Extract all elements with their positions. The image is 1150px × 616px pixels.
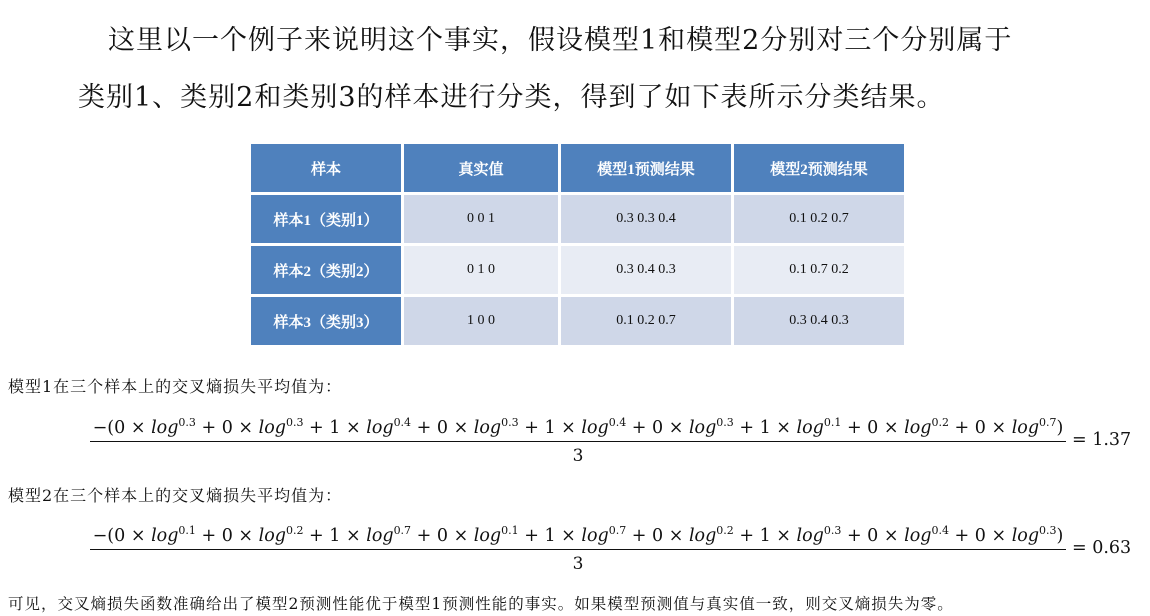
term-exponent: 0.4 bbox=[393, 416, 412, 429]
term-exponent: 0.7 bbox=[1039, 416, 1057, 429]
term-coefficient: 0 bbox=[114, 417, 126, 438]
table-row bbox=[251, 246, 904, 294]
intro-line-1: 这里以一个例子来说明这个事实，假设模型1和模型2分别对三个分别属于 bbox=[108, 25, 1013, 56]
classification-results-table bbox=[248, 141, 907, 348]
term-coefficient: 0 bbox=[867, 525, 879, 546]
model1-formula bbox=[90, 416, 1140, 476]
term-exponent: 0.2 bbox=[285, 524, 304, 537]
term-coefficient: 0 bbox=[114, 525, 126, 546]
term-exponent: 0.4 bbox=[608, 416, 627, 429]
term-coefficient: 1 bbox=[329, 417, 341, 438]
term-exponent: 0.2 bbox=[716, 524, 734, 537]
header-model2: 模型2预测结果 bbox=[734, 144, 904, 192]
term-exponent: 0.1 bbox=[501, 524, 519, 537]
term-exponent: 0.2 bbox=[931, 416, 949, 429]
model1-cell: 0.3 0.3 0.4 bbox=[561, 195, 731, 243]
header-truth: 真实值 bbox=[404, 144, 558, 192]
term-exponent: 0.3 bbox=[1039, 524, 1057, 537]
term-exponent: 0.3 bbox=[823, 524, 842, 537]
intro-line-2: 类别1、类别2和类别3的样本进行分类，得到了如下表所示分类结果。 bbox=[78, 82, 945, 113]
sample-cell: 样本2（类别2） bbox=[251, 246, 401, 294]
term-exponent: 0.1 bbox=[178, 524, 196, 537]
term-exponent: 0.3 bbox=[716, 416, 734, 429]
model1-label: 模型1在三个样本上的交叉熵损失平均值为： bbox=[8, 377, 343, 396]
truth-cell: 0 1 0 bbox=[404, 246, 558, 294]
table-row bbox=[251, 195, 904, 243]
term-coefficient: 1 bbox=[759, 417, 771, 438]
sample-cell: 样本3（类别3） bbox=[251, 297, 401, 345]
model2-numerator: $-(0 \times \log^{0.1} + 0 \times \log^{0.2} + 1 \times \log^{0.7} + 0 \times \log^{0.1} + 1 \times \log^{0.7} + 0 \times \log^{0.2} + 1 \times \log^{0.3} + 0 \times \log^{0.4} + 0 \times \log^{0.3})$ bbox=[90, 524, 1066, 550]
term-coefficient: 0 bbox=[974, 525, 986, 546]
term-coefficient: 0 bbox=[436, 417, 448, 438]
term-coefficient: 1 bbox=[759, 525, 771, 546]
model2-cell: 0.1 0.2 0.7 bbox=[734, 195, 904, 243]
term-coefficient: 0 bbox=[436, 525, 448, 546]
term-coefficient: 0 bbox=[652, 525, 664, 546]
model2-cell: 0.1 0.7 0.2 bbox=[734, 246, 904, 294]
model1-cell: 0.3 0.4 0.3 bbox=[561, 246, 731, 294]
term-exponent: 0.7 bbox=[393, 524, 412, 537]
table-header-row bbox=[251, 144, 904, 192]
model2-formula bbox=[90, 524, 1140, 584]
intro-paragraph bbox=[28, 12, 1128, 126]
model1-result: = 1.37 bbox=[1072, 430, 1132, 450]
model2-label: 模型2在三个样本上的交叉熵损失平均值为： bbox=[8, 486, 343, 505]
term-coefficient: 0 bbox=[867, 417, 879, 438]
term-exponent: 0.3 bbox=[178, 416, 196, 429]
header-sample: 样本 bbox=[251, 144, 401, 192]
term-coefficient: 0 bbox=[974, 417, 986, 438]
term-coefficient: 0 bbox=[221, 525, 233, 546]
term-coefficient: 1 bbox=[329, 525, 341, 546]
term-exponent: 0.4 bbox=[931, 524, 949, 537]
model1-numerator: $-(0 \times \log^{0.3} + 0 \times \log^{0.3} + 1 \times \log^{0.4} + 0 \times \log^{0.3} + 1 \times \log^{0.4} + 0 \times \log^{0.3} + 1 \times \log^{0.1} + 0 \times \log^{0.2} + 0 \times \log^{0.7})$ bbox=[90, 416, 1066, 442]
truth-cell: 1 0 0 bbox=[404, 297, 558, 345]
conclusion-text: 可见，交叉熵损失函数准确给出了模型2预测性能优于模型1预测性能的事实。如果模型预测值与真实值一致，则交叉熵损失为零。 bbox=[8, 595, 954, 613]
sample-cell: 样本1（类别1） bbox=[251, 195, 401, 243]
table-row bbox=[251, 297, 904, 345]
model2-denominator: 3 bbox=[572, 554, 584, 574]
term-exponent: 0.7 bbox=[608, 524, 627, 537]
term-exponent: 0.1 bbox=[823, 416, 842, 429]
model2-cell: 0.3 0.4 0.3 bbox=[734, 297, 904, 345]
term-exponent: 0.3 bbox=[285, 416, 304, 429]
term-coefficient: 1 bbox=[544, 525, 556, 546]
term-exponent: 0.3 bbox=[501, 416, 519, 429]
model1-cell: 0.1 0.2 0.7 bbox=[561, 297, 731, 345]
model1-denominator: 3 bbox=[572, 446, 584, 466]
truth-cell: 0 0 1 bbox=[404, 195, 558, 243]
term-coefficient: 0 bbox=[221, 417, 233, 438]
term-coefficient: 1 bbox=[544, 417, 556, 438]
header-model1: 模型1预测结果 bbox=[561, 144, 731, 192]
term-coefficient: 0 bbox=[652, 417, 664, 438]
model2-result: = 0.63 bbox=[1072, 538, 1132, 558]
